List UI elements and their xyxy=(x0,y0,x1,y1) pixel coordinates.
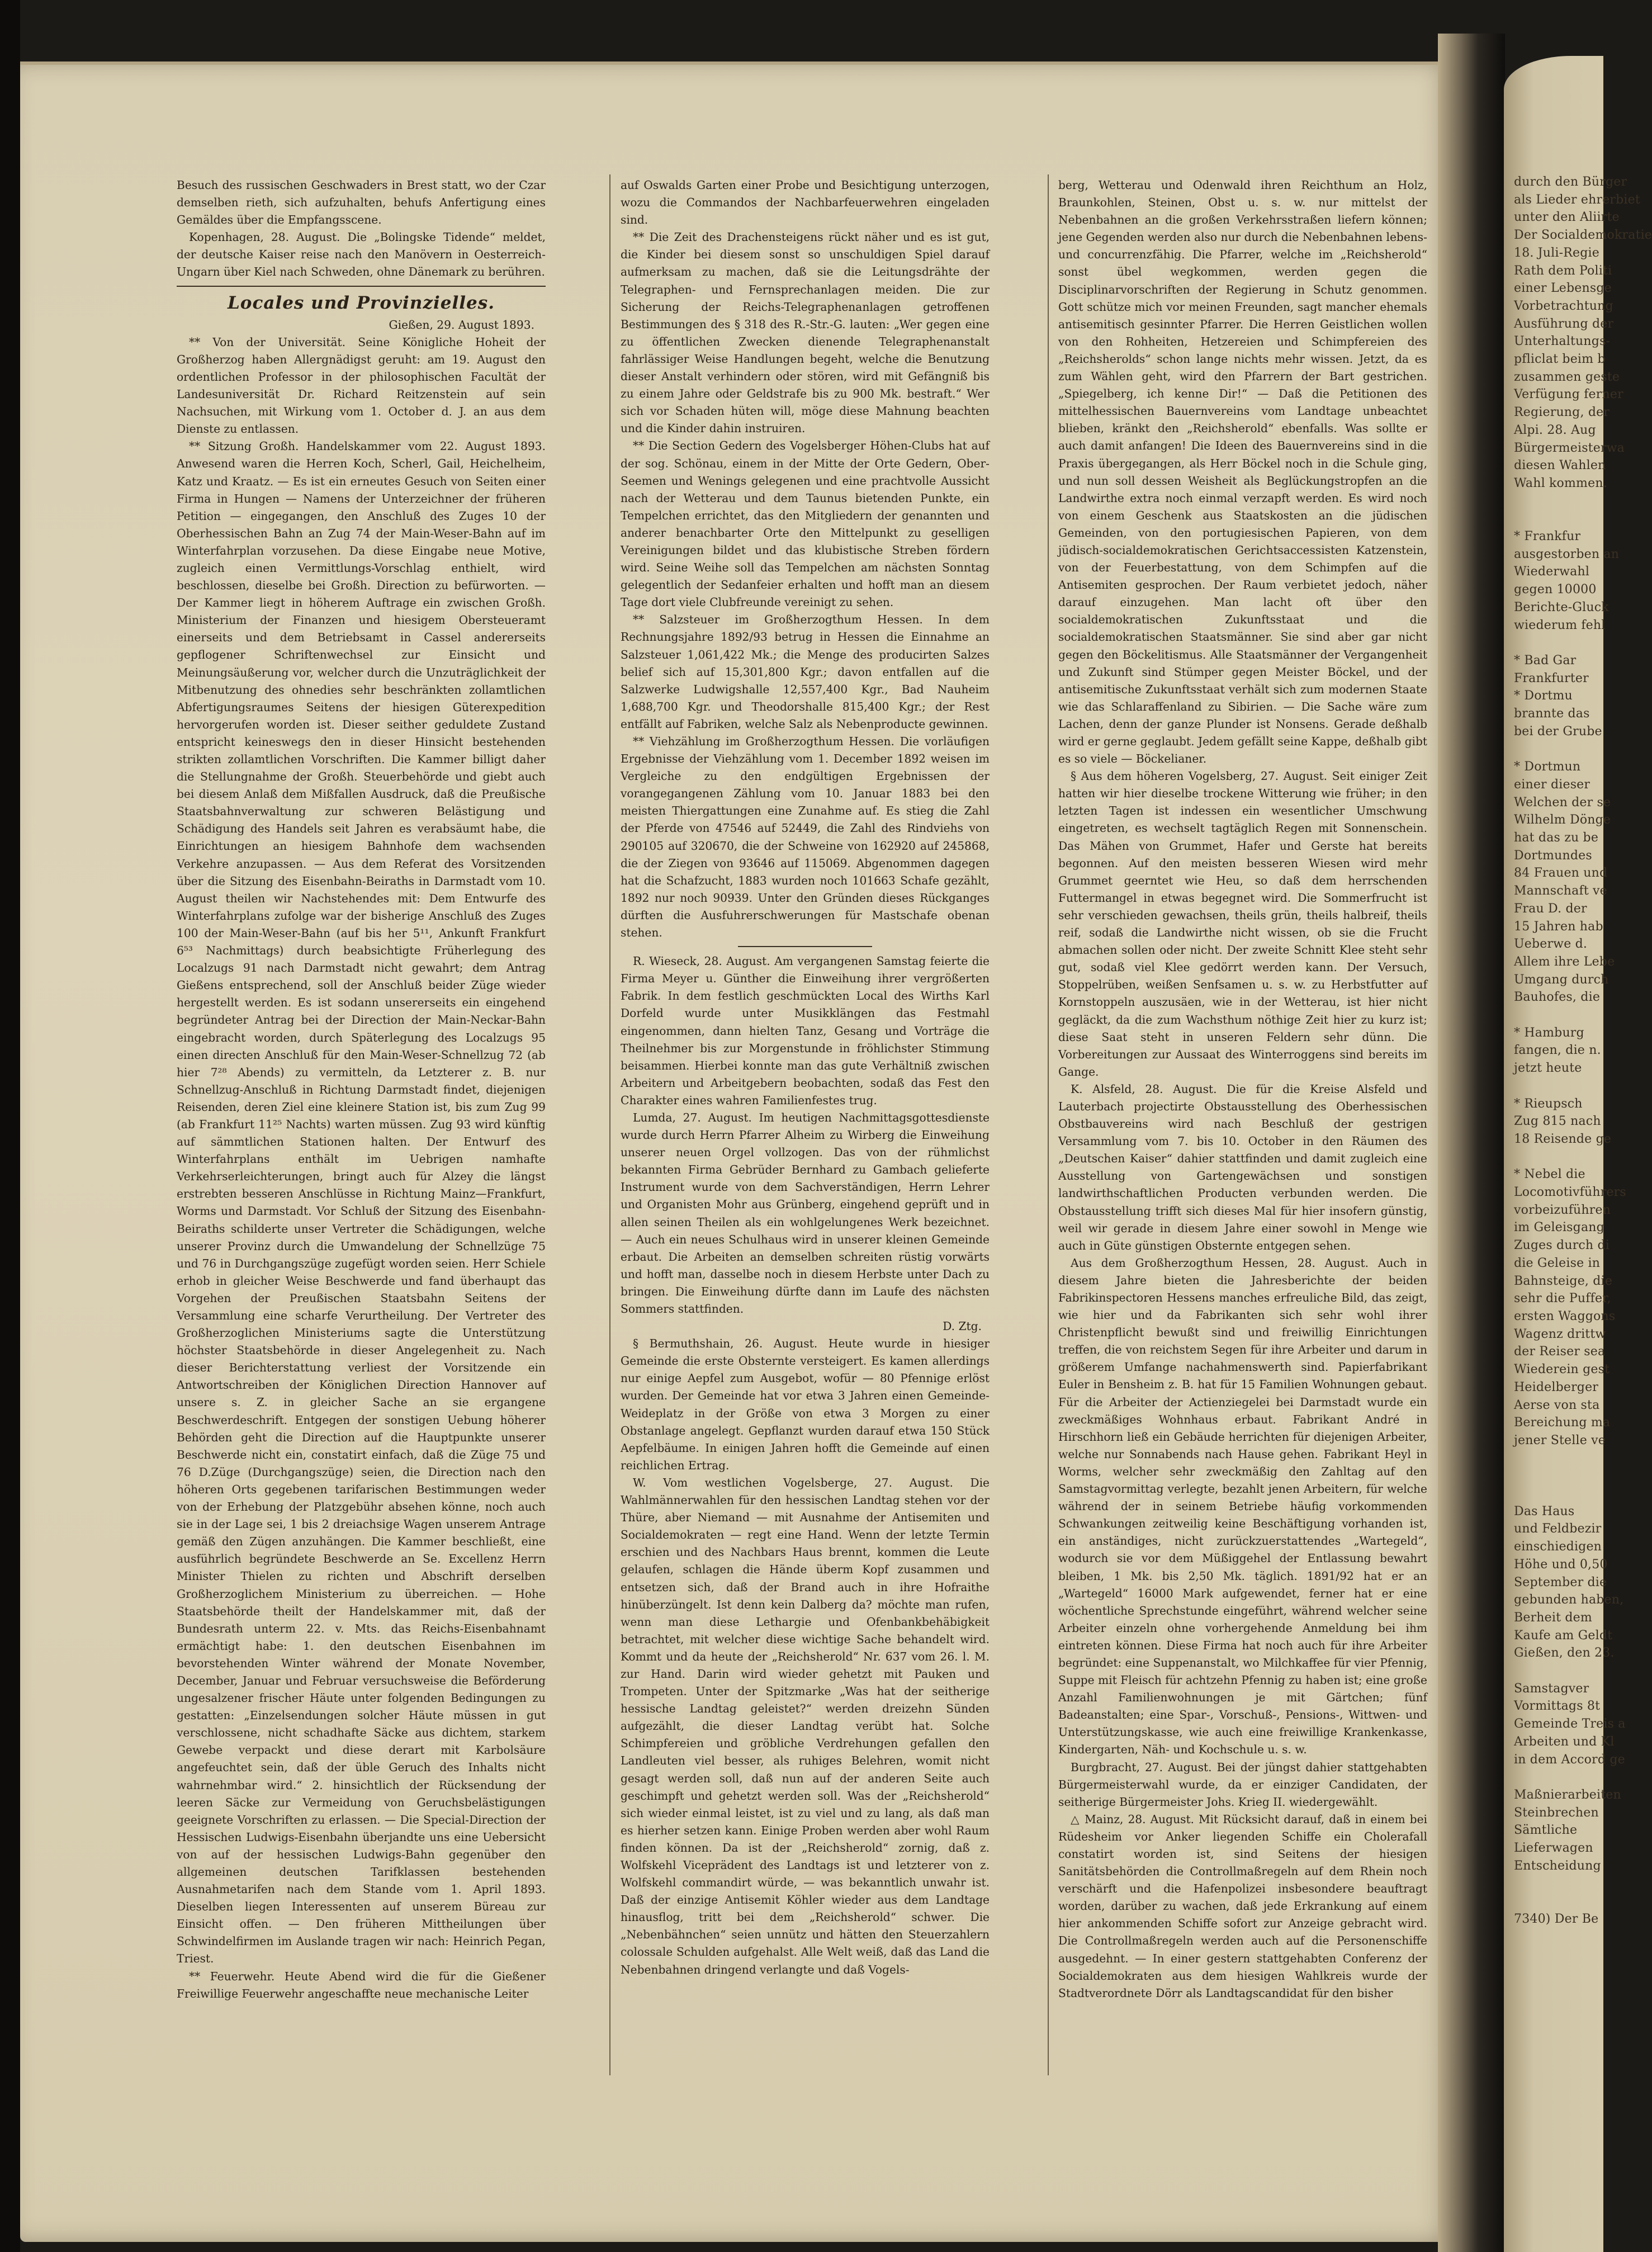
facing-page-line: Wiederwahl xyxy=(1514,565,1590,579)
facing-page-line: Wiederein gest xyxy=(1514,1362,1610,1377)
article-wieseck: R. Wieseck, 28. August. Am vergangenen Samstag feierte die Firma Meyer u. Günther die Einweihung ihrer vergrößerten Fabrik. In dem festlich geschmückten Local des Wirths Karl Dorfeld wurde unter Musikklängen das Festmahl eingenommen, dann hielten Tanz, Gesang und Vorträge die Theilnehmer bis zur Morgenstunde in fröhlichster Stimmung beisammen. Hierbei konnte man das gute Verhältniß zwischen Arbeitern und Arbeitgebern beobachten, sodaß das Fest den Charakter eines wahren Familienfestes trug. xyxy=(621,954,990,1107)
article-feuerwehr: ** Feuerwehr. Heute Abend wird die für die Gießener Freiwillige Feuerwehr angeschaffte neue mechanische Leiter xyxy=(177,1969,546,2000)
facing-page-line: Frankfurter xyxy=(1514,671,1589,685)
facing-page-line: Berichte-Gluck xyxy=(1514,600,1609,614)
facing-page-line xyxy=(1514,1893,1603,1910)
facing-page-line: Gießen, den 23. xyxy=(1514,1646,1615,1660)
facing-page-line: Arbeiten und Kl xyxy=(1514,1734,1615,1749)
facing-page-line: einschiedigen xyxy=(1514,1540,1602,1554)
article-burgbracht: Burgbracht, 27. August. Bei der jüngst dahier stattgehabten Bürgermeisterwahl wurde, da er einziger Candidaten, der seitherige Bürgermeister Johs. Krieg II. wiedergewählt. xyxy=(1058,1760,1427,1809)
facing-page-line: einer Lebensge xyxy=(1514,281,1612,296)
facing-page-line: einer dieser xyxy=(1514,777,1591,792)
facing-page-line: im Geleisgang xyxy=(1514,1220,1604,1235)
facing-page-line xyxy=(1514,1450,1603,1468)
article-drachen: ** Die Zeit des Drachensteigens rückt näher und es ist gut, die Kinder bei diesem sonst so unschuldigen Spiel darauf aufmerksam zu machen, daß sie die Leitungsdrähte der Telegraphen- und Fernsprechanlagen meiden. Die zur Sicherung der Reichs-Telegraphenanlagen getroffenen Bestimmungen des § 318 des R.-Str.-G. lauten: „Wer gegen eine zu öffentlichen Zwecken dienende Telegraphenanstalt fahrlässiger Weise Handlungen begeht, welche die Benutzung dieser Anstalt verhindern oder stören, wird mit Gefängniß bis zu einem Jahre oder Geldstrafe bis zu 900 Mk. bestraft.“ Wer sich vor Schaden hüten will, möge diese Mahnung beachten und die Kinder dahin instruiren. xyxy=(621,230,990,436)
facing-page-line: in dem Accord ge xyxy=(1514,1752,1625,1767)
facing-page-line: Rath dem Politi xyxy=(1514,263,1612,278)
facing-page-line: bei der Grube xyxy=(1514,724,1602,739)
facing-page-line: der Reiser sea xyxy=(1514,1345,1606,1359)
facing-page-line: jetzt heute xyxy=(1514,1061,1582,1076)
facing-page-line: Aerse von sta xyxy=(1514,1398,1600,1412)
binding-edge xyxy=(0,0,20,2252)
facing-page-line: durch den Bürger xyxy=(1514,175,1627,189)
facing-page-line: Ausführung der xyxy=(1514,316,1614,331)
facing-page-line: Umgang durch xyxy=(1514,972,1609,987)
facing-page-line: Maßnierarbeiten xyxy=(1514,1787,1621,1802)
facing-page-line: * Dortmu xyxy=(1514,689,1573,703)
facing-page-line: Frau D. der xyxy=(1514,901,1587,916)
facing-page-line: * Hamburg xyxy=(1514,1025,1584,1040)
dateline: Gießen, 29. August 1893. xyxy=(389,318,534,332)
page-top-edge xyxy=(20,61,1451,65)
article-handelskammer: ** Sitzung Großh. Handelskammer vom 22. August 1893. Anwesend waren die Herren Koch, Scherl, Gail, Heichelheim, Katz und Kraatz. — Es ist ein erneutes Gesuch von Seiten einer Firma in Hungen — Namens der Unterzeichner der früheren Petition — eingegangen, den Anschluß des Zuges 10 der Oberhessischen Bahn an Zug 74 der Main-Weser-Bahn auf im Winterfahrplan vorzusehen. Da diese Eingabe neue Motive, zugleich einen Vermittlungs-Vorschlag enthielt, wird beschlossen, dieselbe bei Großh. Direction zu befürworten. — Der Kammer liegt in höherem Auftrage ein zwischen Großh. Ministerium der Finanzen und hiesigem Obersteueramt einerseits und dem Betriebsamt in Cassel andererseits gepflogener Schriftenwechsel zur Einsicht und Meinungsäußerung vor, welcher durch die Unzuträglichkeit der Mitbenutzung des ohnedies sehr beschränkten zollamtlichen Abfertigungsraumes Seitens der hiesigen Güterexpedition hervorgerufen worden ist. Dieser seither geduldete Zustand entspricht keineswegs den in dieser Hinsicht bestehenden strikten zollamtlichen Vorschriften. Die Kammer billigt daher die Stellungnahme der Großh. Steuerbehörde und giebt auch bei diesem Anlaß dem Mißfallen Ausdruck, daß die Preußische Staatsbahnverwaltung zur schweren Belästigung und Schädigung des Handels seit Jahren es verabsäumt habe, die Einrichtungen an hiesigem Bahnhofe dem wachsenden Verkehre anzupassen. — Aus dem Referat des Vorsitzenden über die Sitzung des Eisenbahn-Beiraths in Darmstadt vom 10. August theilen wir Nachstehendes mit: Dem Entwurfe des Winterfahrplans zufolge war der bisherige Anschluß des Zuges 100 der Main-Weser-Bahn (auf bis her 5¹¹, Ankunft Frankfurt 6⁵³ Nachmittags) durch beabsichtigte Früherlegung des Localzugs 91 nach Darmstadt nicht gewahrt; dem Antrag Gießens entsprechend, soll der Anschluß beider Züge wieder hergestellt werden. Es ist sodann unsererseits ein eingehend begründeter Antrag bei der Direction der Main-Neckar-Bahn eingebracht worden, durch Späterlegung des Localzugs 95 einen directen Anschluß für den Main-Weser-Schnellzug 72 (ab hier 7²⁸ Abends) zu vermitteln, da Letzterer z. B. nur Schnellzug-Anschluß in Richtung Darmstadt findet, diejenigen Reisenden, deren Ziel eine kleinere Station ist, bis zum Zug 99 (ab Frankfurt 11²⁵ Nachts) warten müssen. Zug 93 wird künftig auf sämmtlichen Stationen halten. Der Entwurf des Winterfahrplans enthält im Uebrigen namhafte Verkehrserleichterungen, bringt auch für Alzey die längst erstrebten besseren Anschlüsse in Richtung Mainz—Frankfurt, Worms und Darmstadt. Vor Schluß der Sitzung des Eisenbahn-Beiraths schilderte unser Vertreter die Schädigungen, welche unserer Provinz durch die Umwandelung der Schnellzüge 75 und 76 in Durchgangszüge zugefügt worden seien. Herr Schiele erhob in gleicher Weise Beschwerde und fand überhaupt das Vorgehen der Preußischen Staatsbahn Seitens der Versammlung eine scharfe Verurtheilung. Der Vertreter des Großherzoglichen Ministeriums sagte die Unterstützung höchster Staatsbehörde in dieser Angelegenheit zu. Nach dieser Berichterstattung verliest der Vorsitzende ein Antwortschreiben der Königlichen Direction Hannover auf unsere s. Z. in gleicher Sache an sie ergangene Beschwerdeschrift. Entgegen der sonstigen Uebung höherer Behörden geht die Direction auf die Hauptpunkte unserer Beschwerde nicht ein, constatirt einfach, daß die Züge 75 und 76 D.Züge (Durchgangszüge) seien, die Direction nach den höheren Orts gegebenen tarifarischen Bestimmungen weder von der Erhebung der Platzgebühr absehen könne, noch auch sie in der Lage sei, 1 bis 2 dreiachsige Wagen unserem Antrage gemäß den Zügen anzuhängen. Die Kammer beschließt, eine ausführlich begründete Beschwerde an Se. Excellenz Herrn Minister Thielen zu richten und Abschrift derselben Großherzoglichem Ministerium zu überreichen. — Hohe Staatsbehörde theilt der Handelskammer mit, daß der Bundesrath unterm 22. v. Mts. das Reichs-Eisenbahnamt ermächtigt habe: 1. den deutschen Eisenbahnen im bevorstehenden Winter während der Monate November, December, Januar und Februar versuchsweise die Beförderung ungesalzener frischer Häute unter folgenden Bedingungen zu gestatten: „Einzelsendungen solcher Häute müssen in gut verschlossene, nicht schadhafte Säcke aus dichtem, starkem Gewebe verpackt und diese derart mit Karbolsäure angefeuchtet sein, daß der üble Geruch des Inhalts nicht wahrnehmbar wird.“ 2. hinsichtlich der Rücksendung der leeren Säcke zur Vermeidung von Geruchsbelästigungen geeignete Vorschriften zu erlassen. — Die Special-Direction der Hessischen Ludwigs-Eisenbahn überjandte uns eine Uebersicht von auf der hessischen Ludwigs-Bahn gegenüber den allgemeinen deutschen Tarifklassen bestehenden Ausnahmetarifen nach dem Stande vom 1. April 1893. Dieselben liegen Interessenten auf unserem Büreau zur Einsicht offen. — Den früheren Mittheilungen über Schwindelfirmen im Auslande tragen wir nach: Heinrich Pegan, Triest. xyxy=(177,439,546,1966)
column-3 xyxy=(1058,177,1427,2002)
facing-page-line: Wahl kommen. xyxy=(1514,476,1607,490)
facing-page-line xyxy=(1514,1006,1603,1024)
facing-page-line xyxy=(1514,634,1603,652)
facing-page-line xyxy=(1514,1148,1603,1166)
column-rule xyxy=(609,174,610,2075)
facing-page-line xyxy=(1514,1768,1603,1786)
facing-page-line: 15 Jahren hab xyxy=(1514,919,1603,934)
facing-page-line: Welchen der se xyxy=(1514,795,1611,810)
facing-page-line: jener Stelle ve xyxy=(1514,1433,1606,1447)
article-feuerwehr-cont: auf Oswalds Garten einer Probe und Besichtigung unterzogen, wozu die Commandos der Nachbarfeuerwehren eingeladen sind. xyxy=(621,178,990,227)
article-westlicher-vogelsberg: W. Vom westlichen Vogelsberge, 27. August. Die Wahlmännerwahlen für den hessischen Landtag stehen vor der Thüre, aber Niemand — mit Ausnahme der Antisemiten und Socialdemokraten — regt eine Hand. Wenn der letzte Termin erschien und des Nachbars Haus brennt, kommen die Leute gelaufen, schlagen die Hände überm Kopf zusammen und entsetzen sich, daß der Brand auch in ihre Hofraithe hinüberzüngelt. Ist denn kein Dalberg da? möchte man rufen, wenn man diese Lethargie und Ofenbankbehäbigkeit betrachtet, mit welcher diese wichtige Sache behandelt wird. Kommt und da heute der „Reichsherold“ Nr. 637 vom 26. l. M. zur Hand. Darin wird wieder gehetzt mit Pauken und Trompeten. Unter der Spitzmarke „Was hat der seitherige hessische Landtag geleistet?“ werden dreizehn Sünden aufgezählt, die dieser Landtag verübt hat. Solche Schimpfereien und gröbliche Verdrehungen gefallen den Landleuten viel besser, als ruhiges Belehren, womit nicht gesagt werden soll, daß nun auf der anderen Seite auch geschimpft und gehetzt werden soll. Was der „Reichsherold“ sich wieder einmal leistet, ist zu viel und zu lang, als daß man es hierher setzen kann. Einige Proben werden aber wohl Raum finden können. Da ist der „Reichsherold“ zornig, daß z. Wolfskehl Viceprädent des Landtags ist und letzterer von z. Wolfskehl commandirt würde, — was bekanntlich unwahr ist. Daß der einzige Antisemit Köhler wieder aus dem Landtage hinausflog, tritt bei dem „Reichsherold“ schwer. Die „Nebenbähnchen“ seien unnütz und hätten den Steuerzahlern colossale Schulden aufgehalst. Alle Welt weiß, daß das Land die Nebenbahnen dringend verlangte und daß Vogels- xyxy=(621,1475,990,1976)
facing-page-line: * Nebel die xyxy=(1514,1167,1585,1182)
article-mainz: △ Mainz, 28. August. Mit Rücksicht darauf, daß in einem bei Rüdesheim vor Anker liegenden Schiffe ein Cholerafall constatirt worden ist, sind Seitens der hiesigen Sanitätsbehörden die Controllmaßregeln auf dem Rhein noch verschärft und die Hafenpolizei insbesondere beauftragt worden, darüber zu wachen, daß jede Erkrankung auf einem hier ankommenden Schiffe sofort zur Anzeige gebracht wird. Die Controllmaßregeln werden auch auf die Personenschiffe ausgedehnt. — In einer gestern stattgehabten Conferenz der Socialdemokraten aus dem hiesigen Wahlkreis wurde der Stadtverordnete Dörr als Landtagscandidat für den bisher xyxy=(1058,1812,1427,2000)
facing-page-line: Gemeinde Treis a xyxy=(1514,1717,1626,1731)
facing-page-line: Vormittags 8t xyxy=(1514,1699,1601,1714)
facing-page-line: Höhe und 0,50 xyxy=(1514,1557,1608,1572)
facing-page-line: * Bad Gar xyxy=(1514,653,1577,668)
facing-page-line: Entscheidung xyxy=(1514,1858,1601,1873)
article-lumda: Lumda, 27. August. Im heutigen Nachmittagsgottesdienste wurde durch Herrn Pfarrer Alheim zu Wirberg die Einweihung unserer neuen Orgel vollzogen. Das von der rühmlichst bekannten Firma Gebrüder Bernhard zu Gambach gelieferte Instrument wurde von dem Sachverständigen, Herrn Lehrer und Organisten Mohr aus Grünberg, eingehend geprüft und in allen seinen Theilen als ein wohlgelungenes Werk bezeichnet. — Auch ein neues Schulhaus wird in unserer kleinen Gemeinde erbaut. Die Arbeiten an demselben schreiten rüstig vorwärts und hofft man, dasselbe noch in diesem Herbste unter Dach zu bringen. Die Einweihung dürfte dann im Laufe des nächsten Sommers stattfinden. xyxy=(621,1110,990,1316)
article-russian-fleet: Besuch des russischen Geschwaders in Brest statt, wo der Czar demselben rieth, sich aufzuhalten, behufs Anfertigung eines Gemäldes über die Empfangsscene. xyxy=(177,178,546,227)
facing-page-line: September die xyxy=(1514,1575,1607,1589)
facing-page-line xyxy=(1514,741,1603,759)
facing-page-line: ausgestorben an xyxy=(1514,547,1620,561)
facing-page-line: 84 Frauen und xyxy=(1514,866,1608,881)
facing-page-line: gegen 10000 xyxy=(1514,583,1597,597)
facing-page-line: Dortmundes xyxy=(1514,848,1592,863)
facing-page-line: diesen Wahlen xyxy=(1514,458,1606,473)
facing-page-line: Zuges durch di xyxy=(1514,1238,1610,1253)
article-vogelsberg-club: ** Die Section Gedern des Vogelsberger Höhen-Clubs hat auf der sog. Schönau, einem in der Mitte der Orte Gedern, Ober-Seemen und Wenings gelegenen und eine prachtvolle Aussicht nach der Wetterau und dem Taunus bietenden Punkte, ein Tempelchen errichtet, das den Mitgliedern der genannten und anderer benachbarter Orte den Mittelpunkt zu geselligen Vereinigungen bildet und das klubistische Streben fördern wird. Seine Weihe soll das Tempelchen am nächsten Sonntag gelegentlich der Sedanfeier erhalten und hofft man an diesem Tage dort viele Clubfreunde vereinigt zu sehen. xyxy=(621,439,990,609)
facing-page-line: Alpi. 28. Aug xyxy=(1514,423,1596,437)
facing-page-line: Wilhelm Dönge xyxy=(1514,813,1611,827)
facing-page-line: als Lieder ehrerbiet xyxy=(1514,192,1640,207)
book-gutter xyxy=(1438,34,1505,2252)
facing-page-line: 7340) Der Be xyxy=(1514,1912,1599,1926)
column-2 xyxy=(621,177,990,1979)
facing-page-line: Zug 815 nach xyxy=(1514,1114,1601,1129)
facing-page-line: zusammen geste xyxy=(1514,370,1620,384)
facing-page-line: Verfügung ferner xyxy=(1514,387,1623,402)
divider xyxy=(177,286,546,287)
facing-page-line: 18. Juli-Regie xyxy=(1514,245,1599,260)
divider xyxy=(738,946,872,947)
article-salzsteuer: ** Salzsteuer im Großherzogthum Hessen. In dem Rechnungsjahre 1892/93 betrug in Hessen die Einnahme an Salzsteuer 1,061,422 Mk.; die Menge des producirten Salzes belief sich auf 15,301,800 Kgr.; davon entfallen auf die Salzwerke Ludwigshalle 12,557,400 Kgr., Bad Nauheim 1,688,700 Kgr. und Theodorshalle 815,400 Kgr.; der Rest entfällt auf Fabriken, welche Salz als Nebenproducte gewinnen. xyxy=(621,613,990,731)
facing-page-line: Lieferwagen xyxy=(1514,1841,1593,1856)
facing-page-line: Bahnsteige, die xyxy=(1514,1274,1613,1288)
facing-page-line: Heidelberger xyxy=(1514,1380,1599,1394)
facing-page-line: Das Haus xyxy=(1514,1504,1575,1518)
facing-page-line: sehr die Puffer, xyxy=(1514,1291,1611,1306)
article-vogelsberg-cont: berg, Wetterau und Odenwald ihren Reichthum an Holz, Braunkohlen, Steinen, Obst u. s. w. nur mittelst der Nebenbahnen an die großen Verkehrsstraßen liefern können; jene Gegenden werden also nur durch die Nebenbahnen lebens- und concurrenzfähig. Die Pfarrer, welche im „Reichsherold“ sonst übel wegkommen, werden gegen die Disciplinarvorschriften der Regierung in Schutz genommen. Gott schütze mich vor meinen Freunden, sagt mancher ehemals antisemitisch gesinnter Pfarrer. Die Herren Geistlichen wollen von den Rohheiten, Hetzereien und Schimpfereien des „Reichsherolds“ schon lange nichts mehr wissen. Jetzt, da es zum Wählen geht, wird den Pfarrern der Bart gestrichen. „Spiegelberg, ich kenne Dir!“ — Daß die Petitionen des mittelhessischen Bauernvereins vom Landtage unbeachtet blieben, kränkt den „Reichsherold“ ebenfalls. Was sollte er auch damit anfangen! Die Ideen des Bauernvereins sind in die Praxis übergegangen, als Herr Böckel noch in die Schule ging, und nun soll dessen Weisheit als Beglückungstropfen an die Landwirthe extra noch einmal verzapft werden. Es wird noch von einem Geschenk aus Staatskosten an die jüdischen Gemeinden, von den portugiesischen Papieren, von dem jüdisch-socialdemokratischen Gerichtsaccessisten Katzenstein, von der Feuerbestattung, von dem Schimpfen auf die Antisemiten gesprochen. Der Raum verbietet jedoch, näher darauf einzugehen. Man lacht oft über den socialdemokratischen Zukunftsstaat und die socialdemokratischen Staatsmänner. Sie sind aber gar nicht gegen den Böckelitismus. Alle Staatsmänner der Vergangenheit und Zukunft sind Stümper gegen Meister Böckel, und der antisemitische Zukunftsstaat verhält sich zum modernen Staate wie das Schlaraffenland zu Sibirien. — Die Sache wäre zum Lachen, denn der ganze Plunder ist Nonsens. Gerade deßhalb wird er gerne geglaubt. Jedem gefällt seine Kappe, deßhalb gibt es so viele — Böckelianer. xyxy=(1058,178,1427,766)
facing-page-line: Samstagver xyxy=(1514,1681,1589,1696)
facing-page-line xyxy=(1514,1662,1603,1680)
facing-page-line xyxy=(1514,510,1603,528)
facing-page-line: Regierung, der xyxy=(1514,405,1610,420)
facing-page-text xyxy=(1504,56,1652,1928)
facing-page-line: Vorbetrachtung xyxy=(1514,299,1613,313)
facing-page-line xyxy=(1514,1875,1603,1893)
facing-page-line: und Feldbezir xyxy=(1514,1522,1602,1536)
facing-page-line: Steinbrechen xyxy=(1514,1805,1599,1820)
article-source: D. Ztg. xyxy=(943,1319,982,1333)
facing-page-line: pfliclat beim b xyxy=(1514,352,1606,367)
facing-page-line: wiederum fehl xyxy=(1514,618,1606,632)
facing-page-line: fangen, die n. xyxy=(1514,1043,1601,1058)
facing-page-line: Allem ihre Lebe xyxy=(1514,954,1615,969)
facing-page-line: Wagenz drittw xyxy=(1514,1327,1606,1341)
column-1 xyxy=(177,177,546,2003)
article-alsfeld: K. Alsfeld, 28. August. Die für die Kreise Alsfeld und Lauterbach projectirte Obstausstellung des Oberhessischen Obstbauvereins wird nach Beschluß der gestrigen Versammlung vom 7. bis 10. October in den Räumen des „Deutschen Kaiser“ dahier stattfinden und damit zugleich eine Ausstellung von Gartengewächsen und sonstigen landwirthschaftlichen Producten verbunden werden. Die Obstausstellung trifft sich dieses Mal für hier insofern günstig, weil wir gerade in diesem Jahre einer sowohl in Menge wie auch in Güte günstigen Obsternte entgegen sehen. xyxy=(1058,1082,1427,1252)
facing-page-line: Berheit dem xyxy=(1514,1610,1592,1625)
facing-page-line: Bürgermeisterwa xyxy=(1514,441,1625,455)
facing-page-line: Kaufe am Geldt xyxy=(1514,1628,1613,1643)
facing-page-line: Sämtliche xyxy=(1514,1823,1578,1838)
facing-page-line xyxy=(1514,1485,1603,1503)
article-universitaet: ** Von der Universität. Seine Königliche Hoheit der Großherzog haben Allergnädigst geruht: am 19. August den ordentlichen Professor in der philosophischen Facultät der Landesuniversität Dr. Richard Reitzenstein auf sein Nachsuchen, mit Wirkung vom 1. October d. J. an aus dem Dienste zu entlassen. xyxy=(177,335,546,436)
facing-page-line: Unterhaltungs- xyxy=(1514,334,1611,349)
facing-page-line: brannte das xyxy=(1514,707,1590,721)
article-bermuthshain: § Bermuthshain, 26. August. Heute wurde in hiesiger Gemeinde die erste Obsternte versteigert. Es kamen allerdings nur einige Aepfel zum Ausgebot, wofür — 80 Pfennige erlöst wurden. Der Gemeinde hat vor etwa 3 Jahren einen Gemeinde-Weideplatz in der Größe von etwa 3 Morgen zu einer Obstanlage angelegt. Gepflanzt wurden darauf etwa 150 Stück Aepfelbäume. In einigen Jahren hofft die Gemeinde auf einen reichlichen Ertrag. xyxy=(621,1337,990,1472)
facing-page-line: * Dortmun xyxy=(1514,760,1581,774)
facing-page-fragment xyxy=(1504,56,1652,2252)
column-rule xyxy=(1048,174,1049,2075)
facing-page-line: hat das zu be xyxy=(1514,831,1599,845)
facing-page-line: Der Socialdemokratie xyxy=(1514,228,1652,243)
facing-page-line xyxy=(1514,493,1603,510)
article-kopenhagen: Kopenhagen, 28. August. Die „Bolingske Tidende“ meldet, der deutsche Kaiser reise nach den Manövern in Oesterreich-Ungarn über Kiel nach Schweden, ohne Dänemark zu berühren. xyxy=(177,230,546,279)
section-title: Locales und Provinzielles. xyxy=(228,292,495,313)
facing-page-line: die Geleise in xyxy=(1514,1256,1601,1270)
facing-page-line: Locomotivführers xyxy=(1514,1185,1626,1200)
facing-page-line: 18 Reisende ge xyxy=(1514,1132,1612,1146)
facing-page-line: * Rieupsch xyxy=(1514,1096,1583,1111)
facing-page-line: Bereichung ma xyxy=(1514,1416,1611,1430)
facing-page-line: Bauhofes, die xyxy=(1514,990,1601,1005)
facing-page-line: ersten Waggons xyxy=(1514,1309,1616,1323)
facing-page-line xyxy=(1514,1077,1603,1095)
article-grossherzogthum: Aus dem Großherzogthum Hessen, 28. August. Auch in diesem Jahre bieten die Jahresberichte der beiden Fabrikinspectoren Hessens manches erfreuliche Bild, das zeigt, wie hier und da Fabrikanten sich sehr wohl ihrer Christenpflicht bewußt sind und freiwillig Einrichtungen treffen, die von reichstem Segen für ihre Arbeiter und darum in größerem Umfange nachahmenswerth sind. Papierfabrikant Euler in Bensheim z. B. hat für 15 Familien Wohnungen gebaut. Für die Arbeiter der Actienziegelei bei Darmstadt wurde ein zweckmäßiges Wohnhaus erbaut. Fabrikant André in Hirschhorn ließ ein Gebäude herrichten für diejenigen Arbeiter, welche nur Sonnabends nach Hause gehen. Fabrikant Heyl in Worms, welcher sehr zweckmäßig den Zahltag auf den Samstagvormittag verlegte, bezahlt jenen Arbeitern, für welche während der in seinem Betriebe häufig vorkommenden Schwankungen zeitweilig keine Beschäftigung vorhanden ist, ein anständiges, nicht zurückzuerstattendes „Wartegeld“, wodurch sie vor dem Müßiggehel der Entlassung bewahrt bleiben, 1 Mk. bis 2,50 Mk. täglich. 1891/92 hat er an „Wartegeld“ 16000 Mark aufgewendet, ferner hat er eine wöchentliche Sprechstunde eingeführt, während welcher seine Arbeiter einzeln ohne vorhergehende Anmeldung bei ihm eintreten können. Diese Firma hat noch auch für ihre Arbeiter begründet: eine Suppenanstalt, wo Milchkaffee für vier Pfennig, Suppe mit Fleisch für achtzehn Pfennig zu haben ist; eine große Anzahl Familienwohnungen je mit Gärtchen; fünf Badeanstalten; eine Spar-, Vorschuß-, Pensions-, Wittwen- und Unterstützungskasse, wie auch eine freiwillige Krankenkasse, Kindergarten, Näh- und Kochschule u. s. w. xyxy=(1058,1256,1427,1757)
article-hoeheren-vogelsberg: § Aus dem höheren Vogelsberg, 27. August. Seit einiger Zeit hatten wir hier dieselbe trockene Witterung wie früher; in den letzten Tagen ist indessen ein wesentlicher Umschwung eingetreten, es wechselt tagtäglich Regen mit Sonnenschein. Das Mähen von Grummet, Hafer und Gerste hat bereits begonnen. Auf den meisten besseren Wiesen wird mehr Grummet geerntet wie Heu, so daß dem herrschenden Futtermangel in etwas begegnet wird. Die Sommerfrucht ist sehr verschieden gewachsen, theils grün, theils halbreif, theils reif, sodaß die Landwirthe nicht wissen, ob sie die Frucht abmachen sollen oder nicht. Der zweite Schnitt Klee steht sehr gut, sodaß viel Klee gedörrt werden kann. Der Versuch, Stoppelrüben, weißen Senfsamen u. s. w. zu Herbstfutter auf Kornstoppeln auszusäen, wie in der Wetterau, ist hier nicht gegläckt, da die zum Wachsthum nöthige Zeit hier zu kurz ist; diese Saat steht in unseren Feldern sehr dünn. Die Vorbereitungen zur Aussaat des Winterroggens sind bereits im Gange. xyxy=(1058,769,1427,1078)
facing-page-line: Mannschaft ve xyxy=(1514,884,1607,898)
article-viehzaehlung: ** Viehzählung im Großherzogthum Hessen. Die vorläufigen Ergebnisse der Viehzählung vom 1. December 1892 weisen im Vergleiche zu den endgültigen Ergebnissen der vorangegangenen Zählung vom 10. Januar 1883 bei den meisten Thiergattungen eine Zunahme auf. Es stieg die Zahl der Pferde von 47546 auf 52449, die Zahl des Rindviehs von 290105 auf 320670, die der Schweine von 162920 auf 245868, die der Ziegen von 93646 auf 115069. Abgenommen dagegen hat die Schafzucht, 1883 wurden noch 101663 Schafe gezählt, 1892 nur noch 90939. Unter den Gründen dieses Rückganges dürften die Ausfuhrerschwerungen für Mastschafe obenan stehen. xyxy=(621,735,990,940)
facing-page-line: * Frankfur xyxy=(1514,529,1581,544)
facing-page-line: gebunden haben, xyxy=(1514,1593,1624,1607)
facing-page-line: unter den Aliirte xyxy=(1514,210,1620,225)
facing-page-line xyxy=(1514,1467,1603,1485)
facing-page-line: vorbeizuführen xyxy=(1514,1203,1611,1217)
facing-page-line: Ueberwe d. xyxy=(1514,937,1588,952)
